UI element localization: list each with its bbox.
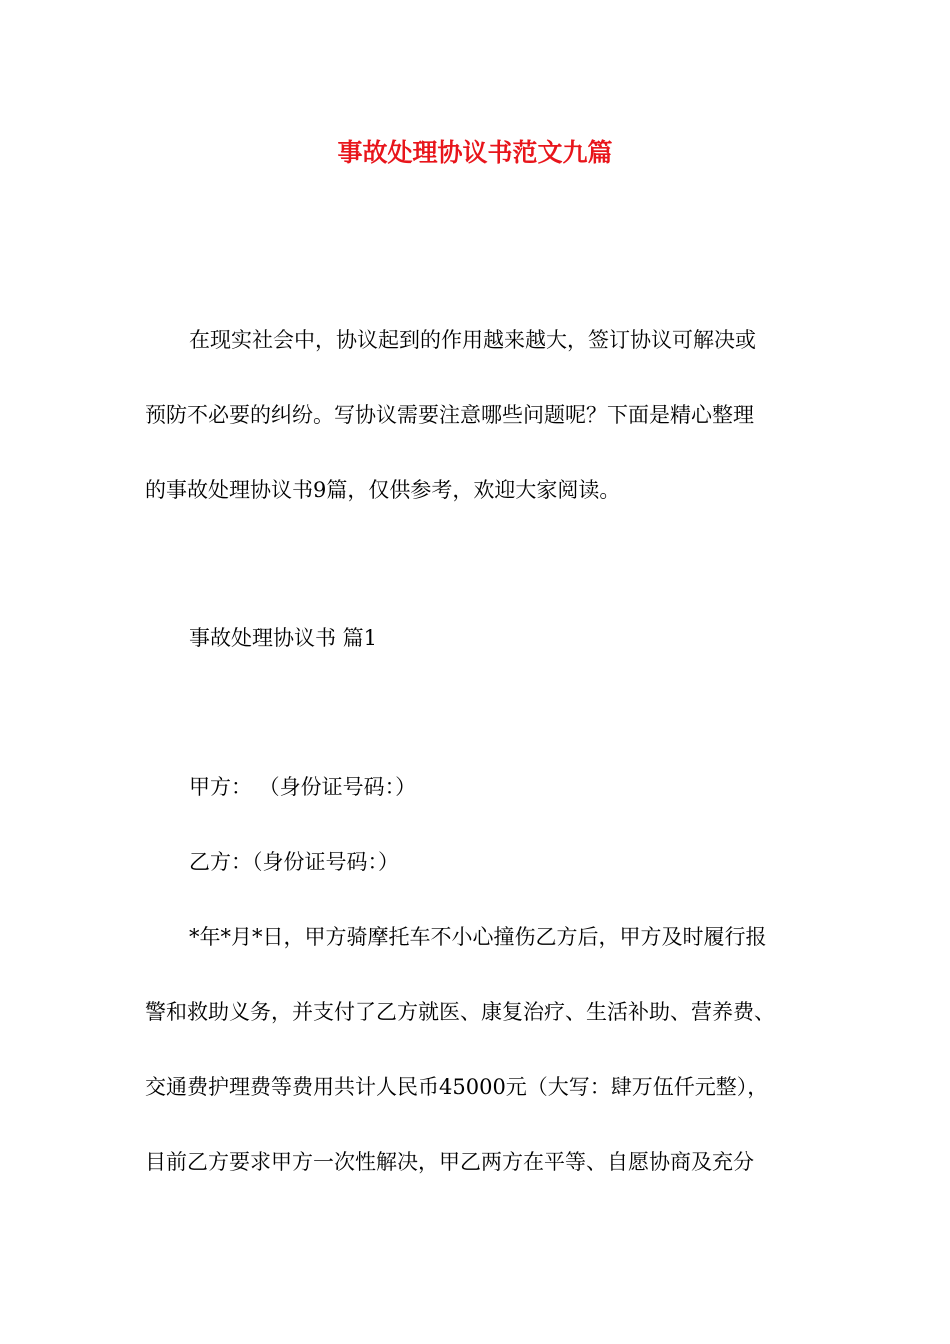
section-heading: 事故处理协议书 篇1 [189,626,378,650]
party-a-line: 甲方： （身份证号码：） [189,775,417,799]
body-line-4: 目前乙方要求甲方一次性解决，甲乙两方在平等、自愿协商及充分 [145,1150,754,1174]
party-b-line: 乙方：（身份证号码：） [189,850,399,874]
body-line-3: 交通费护理费等费用共计人民币45000元（大写：肆万伍仟元整）， [145,1075,769,1099]
intro-line-2: 预防不必要的纠纷。写协议需要注意哪些问题呢？下面是精心整理 [145,403,754,427]
body-line-1: *年*月*日，甲方骑摩托车不小心撞伤乙方后，甲方及时履行报 [189,925,767,949]
intro-line-1: 在现实社会中，协议起到的作用越来越大，签订协议可解决或 [189,328,756,352]
body-line-2: 警和救助义务，并支付了乙方就医、康复治疗、生活补助、营养费、 [145,1000,775,1024]
document-title: 事故处理协议书范文九篇 [337,138,613,167]
intro-line-3: 的事故处理协议书9篇，仅供参考，欢迎大家阅读。 [145,478,621,502]
